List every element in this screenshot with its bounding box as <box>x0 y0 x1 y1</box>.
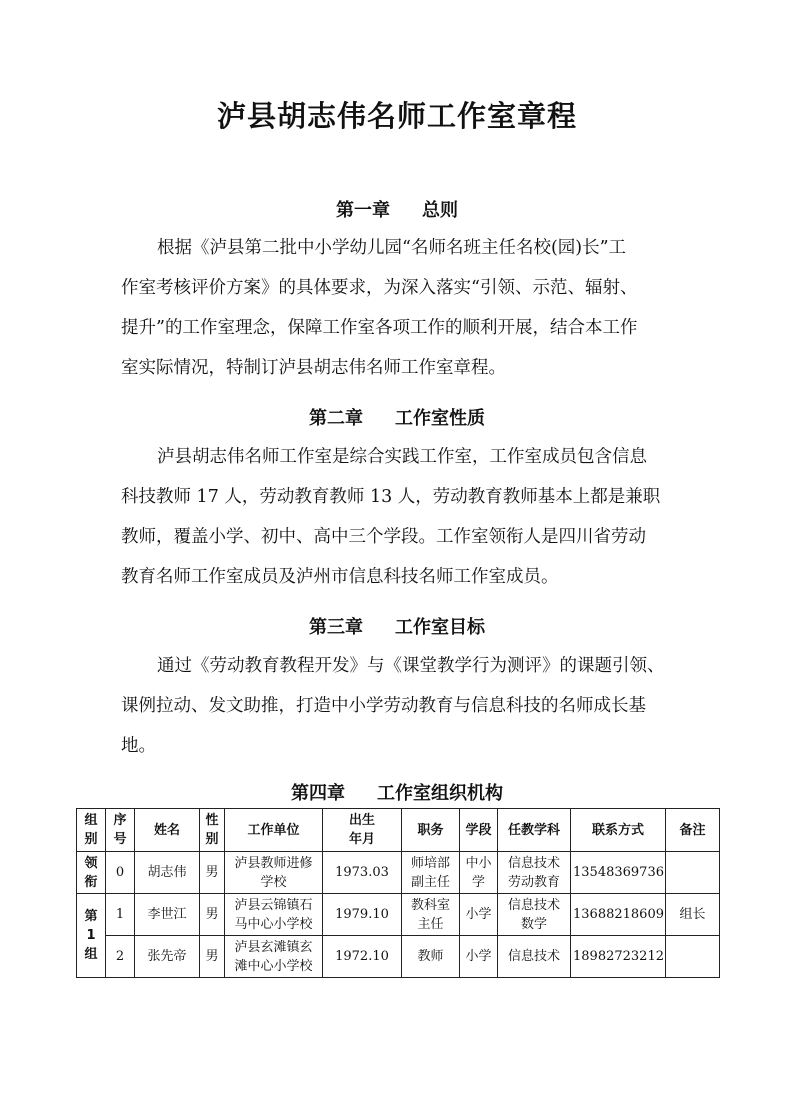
cell-name: 李世江 <box>135 894 200 936</box>
table-header-row <box>77 809 720 852</box>
cell-gender: 男 <box>200 852 225 894</box>
paragraph-line: 室实际情况，特制订泸县胡志伟名师工作室章程。 <box>121 358 506 378</box>
cell-gender: 男 <box>200 894 225 936</box>
chapter-1-paragraph <box>121 228 686 388</box>
table-row-leader <box>77 852 720 894</box>
chapter-4-number: 第四章 <box>291 783 345 804</box>
cell-seq: 1 <box>106 894 135 936</box>
chapter-2-number: 第二章 <box>309 408 363 429</box>
paragraph-line: 科技教师 17 人，劳动教育教师 13 人，劳动教育教师基本上都是兼职 <box>121 487 661 507</box>
cell-note <box>666 936 720 978</box>
paragraph-line: 地。 <box>121 736 156 756</box>
header-subject: 任教学科 <box>498 809 571 852</box>
header-stage: 学段 <box>460 809 498 852</box>
chapter-1-name: 总则 <box>422 200 458 221</box>
cell-seq: 2 <box>106 936 135 978</box>
chapter-2-paragraph <box>121 437 686 597</box>
organization-table <box>76 808 720 978</box>
cell-subject: 信息技术 <box>498 936 571 978</box>
cell-note: 组长 <box>666 894 720 936</box>
cell-stage: 小学 <box>460 894 498 936</box>
cell-birth: 1973.03 <box>323 852 402 894</box>
header-group: 组 别 <box>77 809 106 852</box>
cell-subject: 信息技术 数学 <box>498 894 571 936</box>
paragraph-line: 通过《劳动教育教程开发》与《课堂教学行为测评》的课题引领、 <box>157 656 665 676</box>
cell-gender: 男 <box>200 936 225 978</box>
chapter-4-heading <box>0 779 794 805</box>
chapter-3-number: 第三章 <box>309 617 363 638</box>
chapter-3-name: 工作室目标 <box>395 617 485 638</box>
header-seq: 序 号 <box>106 809 135 852</box>
chapter-1-heading <box>0 196 794 222</box>
cell-unit: 泸县教师进修 学校 <box>225 852 323 894</box>
cell-position: 师培部 副主任 <box>402 852 460 894</box>
document-title: 泸县胡志伟名师工作室章程 <box>216 99 577 133</box>
header-gender: 性 别 <box>200 809 225 852</box>
chapter-2-heading <box>0 404 794 430</box>
cell-position: 教科室 主任 <box>402 894 460 936</box>
cell-contact: 13548369736 <box>571 852 666 894</box>
chapter-2-name: 工作室性质 <box>395 408 485 429</box>
cell-stage: 中小 学 <box>460 852 498 894</box>
paragraph-line: 课例拉动、发文助推，打造中小学劳动教育与信息科技的名师成长基 <box>121 696 646 716</box>
paragraph-line: 泸县胡志伟名师工作室是综合实践工作室，工作室成员包含信息 <box>157 447 647 467</box>
header-contact: 联系方式 <box>571 809 666 852</box>
paragraph-line: 提升”的工作室理念，保障工作室各项工作的顺利开展，结合本工作 <box>121 318 638 338</box>
table-row <box>77 936 720 978</box>
cell-position: 教师 <box>402 936 460 978</box>
paragraph-line: 教师，覆盖小学、初中、高中三个学段。工作室领衔人是四川省劳动 <box>121 527 646 547</box>
cell-unit: 泸县玄滩镇玄 滩中心小学校 <box>225 936 323 978</box>
header-unit: 工作单位 <box>225 809 323 852</box>
paragraph-line: 作室考核评价方案》的具体要求，为深入落实“引领、示范、辐射、 <box>121 278 638 298</box>
cell-group-1: 第 1 组 <box>77 894 106 978</box>
header-name: 姓名 <box>135 809 200 852</box>
cell-group-leader: 领 衔 <box>77 852 106 894</box>
cell-birth: 1972.10 <box>323 936 402 978</box>
header-note: 备注 <box>666 809 720 852</box>
cell-contact: 18982723212 <box>571 936 666 978</box>
header-birth: 出生 年月 <box>323 809 402 852</box>
cell-unit: 泸县云锦镇石 马中心小学校 <box>225 894 323 936</box>
cell-name: 胡志伟 <box>135 852 200 894</box>
chapter-3-paragraph <box>121 646 686 766</box>
cell-name: 张先帝 <box>135 936 200 978</box>
cell-stage: 小学 <box>460 936 498 978</box>
cell-contact: 13688218609 <box>571 894 666 936</box>
paragraph-line: 教育名师工作室成员及泸州市信息科技名师工作室成员。 <box>121 567 559 587</box>
chapter-1-number: 第一章 <box>336 200 390 221</box>
cell-note <box>666 852 720 894</box>
chapter-3-heading <box>0 613 794 639</box>
header-position: 职务 <box>402 809 460 852</box>
cell-birth: 1979.10 <box>323 894 402 936</box>
table-row <box>77 894 720 936</box>
cell-subject: 信息技术 劳动教育 <box>498 852 571 894</box>
cell-seq: 0 <box>106 852 135 894</box>
chapter-4-name: 工作室组织机构 <box>377 783 503 804</box>
paragraph-line: 根据《泸县第二批中小学幼儿园“名师名班主任名校(园)长”工 <box>157 238 627 258</box>
